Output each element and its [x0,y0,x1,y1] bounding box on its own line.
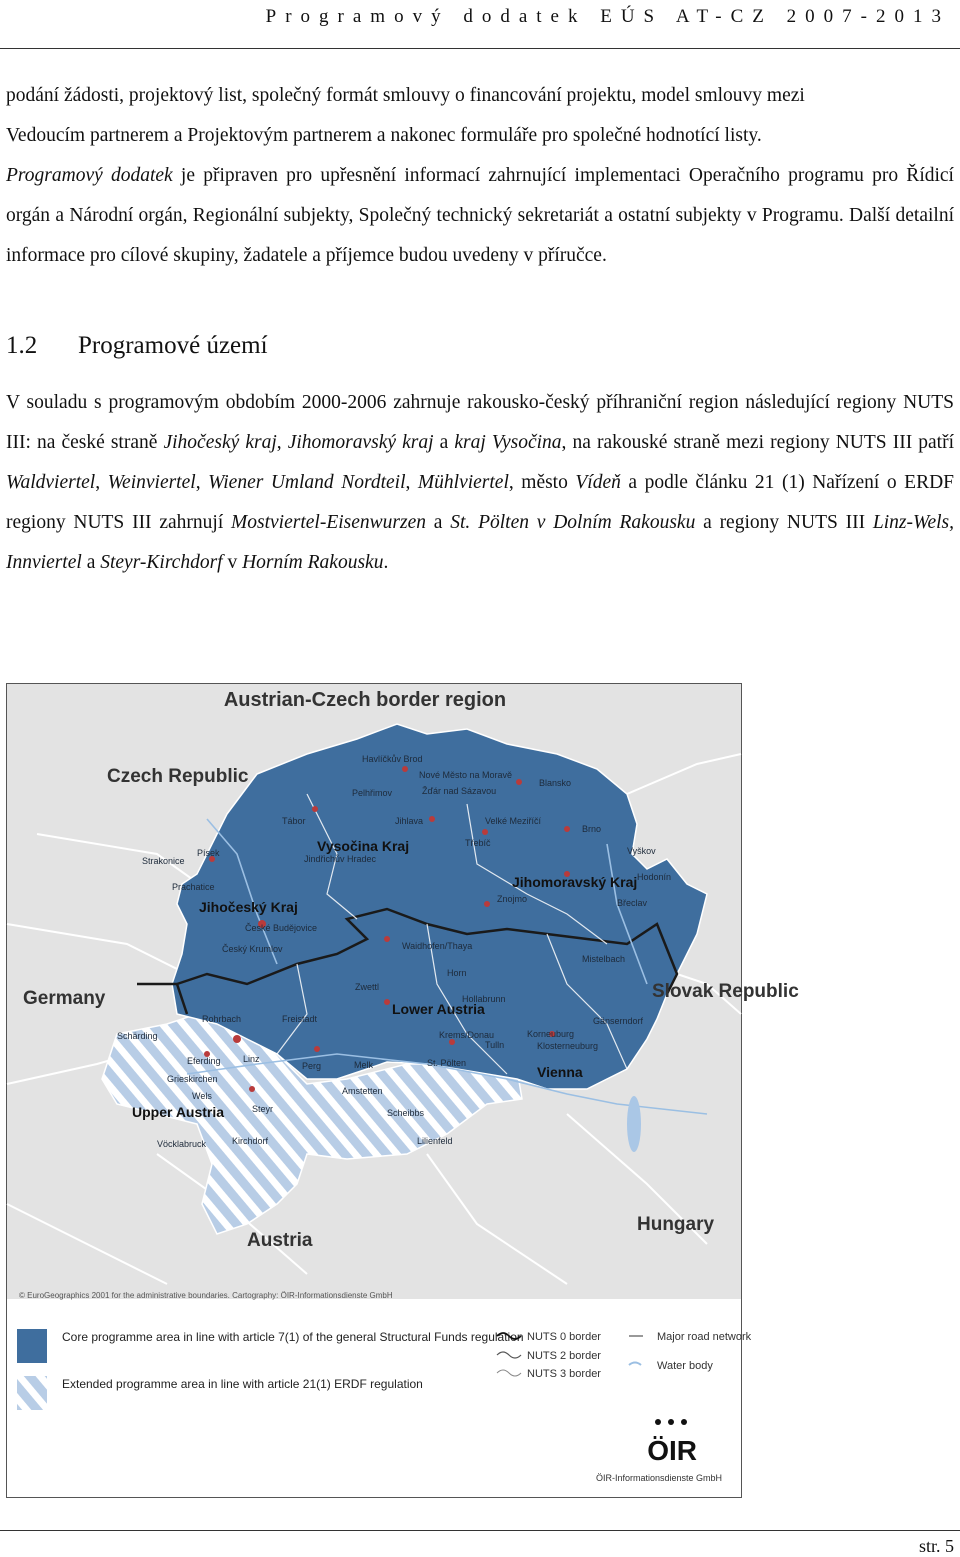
city-label: Kirchdorf [232,1136,269,1146]
footer-rule [0,1530,960,1531]
region-name: Waldviertel [6,472,96,493]
paragraph-1 [6,76,954,156]
region-name: Mostviertel-Eisenwurzen [231,512,426,533]
region-name: Jihočeský kraj [163,432,277,453]
city-label: Freistadt [282,1014,318,1024]
city-label: Velké Meziříčí [485,816,542,826]
city-label: Gänserndorf [593,1016,644,1026]
text-run: . [383,552,389,573]
city-label: Wels [192,1091,212,1101]
text-run: , město [508,472,576,493]
region-name: Steyr-Kirchdorf [100,552,223,573]
city-label: Korneuburg [527,1029,575,1039]
programovy-dodatek-italic: Programový dodatek [6,165,173,186]
label-vienna: Vienna [537,1064,583,1080]
city-label: Steyr [252,1104,274,1114]
legend-background [7,1299,741,1497]
city-label: Mistelbach [582,954,626,964]
region-name: Wiener Umland Nordteil [208,472,406,493]
city-label: Žďár nad Sázavou [422,786,497,796]
region-name: Weinviertel [107,472,196,493]
region-name: St. Pölten v Dolním Rakousku [450,512,696,533]
label-germany: Germany [23,988,106,1009]
legend-extended-label: Extended programme area in line with article 21(1) ERDF regulation [62,1377,423,1391]
city-label: Scheibbs [387,1108,425,1118]
label-vysocina: Vysočina Kraj [317,838,410,854]
city-label: Krems/Donau [439,1030,495,1040]
city-label: České Budějovice [245,923,318,933]
city-label: Jihlava [395,816,424,826]
region-name: kraj Vysočina [454,432,562,453]
city-label: Zwettl [355,982,380,992]
region-name: Horním Rakousku [242,552,384,573]
text-run: , [276,432,288,453]
map-copyright: © EuroGeographics 2001 for the administrative boundaries. Cartography: ÖIR-Informationsdienste GmbH [19,1291,393,1300]
city-label: Brno [582,824,602,834]
label-jihocesky: Jihočeský Kraj [199,899,298,915]
region-name: Linz-Wels, Innviertel [6,512,955,573]
city-label: Pelhřimov [352,788,393,798]
city-label: Lilienfeld [417,1136,453,1146]
label-lower-austria: Lower Austria [392,1001,485,1017]
legend-extended-swatch [17,1376,47,1410]
running-header: Programový dodatek EÚS AT-CZ 2007-2013 [265,6,950,27]
city-label: Klosterneuburg [537,1041,599,1051]
paragraph-2-text: je připraven pro upřesnění informací zahrnující implementaci Operačního programu pro Řídicí orgán a Národní orgán, Regionální subjekty, Společný technický sekretariát a ostatní subjekty v Programu. Další detailní informace pro cílové skupiny, žadatele a příjemce budou uvedeny v příručce. [6,165,954,266]
text-run: a [81,552,101,573]
city-label: Linz [243,1054,260,1064]
city-label: Waidhofen/Thaya [402,941,473,951]
city-label: Eferding [187,1056,221,1066]
legend-nuts3: NUTS 3 border [527,1368,601,1380]
label-upper-austria: Upper Austria [132,1104,225,1120]
border-region-map [6,683,799,1498]
label-slovak-text: Slovak Republic [652,981,799,1002]
text-run: a [433,432,455,453]
page-number: str. 5 [918,1536,954,1556]
section-heading [6,332,268,360]
city-label: Tulln [485,1040,505,1050]
map-title: Austrian-Czech border region [223,689,507,711]
city-label: Melk [354,1060,374,1070]
city-label: Třebíč [465,838,491,848]
text-run: a podle článku 21 (1) Nařízení o ERDF regiony NUTS III zahrnují [6,472,954,533]
legend-road: Major road network [657,1331,752,1343]
label-austria: Austria [247,1230,313,1251]
city-label: Vöcklabruck [157,1139,207,1149]
section-number: 1.2 [6,332,38,359]
label-jihomoravsky: Jihomoravský Kraj [512,874,638,890]
city-label: Blansko [539,778,572,788]
label-czech-republic: Czech Republic [107,766,249,787]
text-run: a [426,512,451,533]
city-label: Český Krumlov [222,944,283,954]
city-label: Tábor [282,816,306,826]
section-title: Programové území [78,332,268,359]
paragraph-2 [6,156,954,276]
city-label: Schärding [117,1031,158,1041]
region-name: Jihomoravský kraj [287,432,434,453]
text-run: V souladu s programovým obdobím 2000-2006 zahrnuje rakousko-český příhraniční region následující regiony NUTS III: na české straně [6,392,954,453]
city-label: Strakonice [142,856,185,866]
logo-caption: ÖIR-Informationsdienste GmbH [595,1473,722,1483]
city-label: Znojmo [497,894,528,904]
legend-core-label [62,1330,524,1344]
header-rule [0,48,960,49]
text-run: , [195,472,209,493]
text-run: , na rakouské straně mezi regiony NUTS III patří [561,432,955,453]
city-label: Písek [197,848,220,858]
label-hungary: Hungary [637,1214,715,1235]
city-label: Hodonín [637,872,672,882]
city-label: Rohrbach [202,1014,242,1024]
paragraph-1-line-2: Vedoucím partnerem a Projektovým partnerem a nakonec formuláře pro společné hodnotící listy. [6,125,762,146]
city-label: Grieskirchen [167,1074,218,1084]
legend-nuts2: NUTS 2 border [527,1350,601,1362]
city-label: Jindřichův Hradec [304,854,377,864]
city-label: St. Pölten [427,1058,467,1068]
label-slovak [652,981,799,1002]
city-label: Hollabrunn [462,994,506,1004]
legend-nuts0: NUTS 0 border [527,1331,601,1343]
region-name: Vídeň [575,472,621,493]
legend-water: Water body [657,1360,713,1372]
map-figure [7,684,799,1497]
city-label: Vyškov [627,846,656,856]
legend-core-swatch [17,1329,47,1363]
city-label: Perg [302,1061,322,1071]
city-label: Amstetten [342,1086,383,1096]
region-name: Mühlviertel [417,472,509,493]
paragraph-3 [6,383,954,583]
city-label: Nové Město na Moravě [419,770,513,780]
city-label: Havlíčkův Brod [362,754,423,764]
lake-neusiedl [627,1096,641,1152]
city-label: Prachatice [172,882,215,892]
text-run: , [405,472,418,493]
text-run: a regiony NUTS III [695,512,873,533]
city-label: Břeclav [617,898,648,908]
text-run: v [222,552,243,573]
logo-text: ÖIR [647,1435,697,1466]
paragraph-1-line-1: podání žádosti, projektový list, společný formát smlouvy o financování projektu, model smlouvy mezi [6,85,805,106]
city-label: Horn [447,968,467,978]
text-run: , [95,472,108,493]
legend-core-line: Core programme area in line with article 7(1) of the general Structural Funds regulation [62,1330,524,1344]
